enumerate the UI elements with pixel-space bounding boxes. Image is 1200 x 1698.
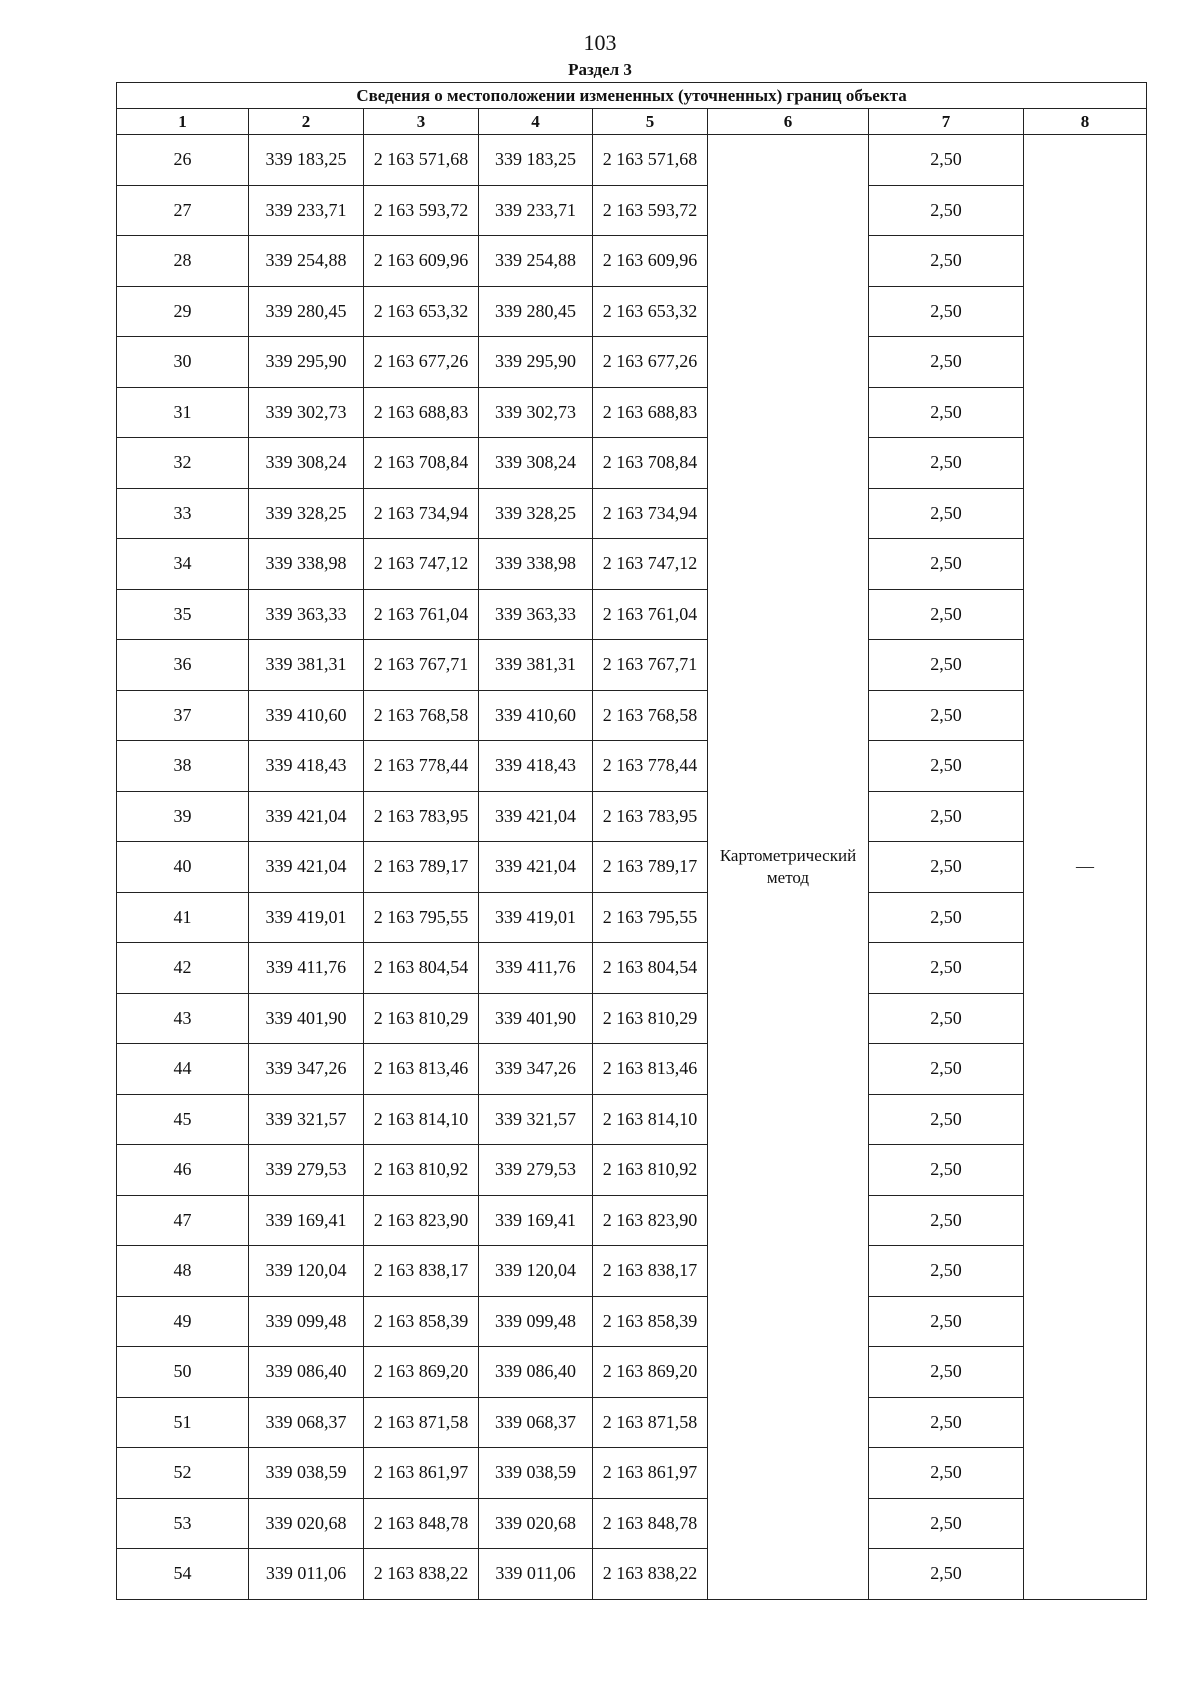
x-existing-cell: 339 363,33: [249, 589, 364, 640]
x-refined-cell: 339 418,43: [479, 741, 593, 792]
y-refined-cell: 2 163 653,32: [593, 286, 708, 337]
column-number: 1: [117, 109, 249, 135]
y-refined-cell: 2 163 789,17: [593, 842, 708, 893]
x-refined-cell: 339 410,60: [479, 690, 593, 741]
table-row: [117, 1246, 1147, 1297]
y-existing-cell: 2 163 761,04: [364, 589, 479, 640]
x-refined-cell: 339 419,01: [479, 892, 593, 943]
y-refined-cell: 2 163 778,44: [593, 741, 708, 792]
x-existing-cell: 339 183,25: [249, 135, 364, 186]
x-refined-cell: 339 401,90: [479, 993, 593, 1044]
table-row: [117, 1044, 1147, 1095]
precision-cell: 2,50: [869, 640, 1024, 691]
table-row: [117, 286, 1147, 337]
y-existing-cell: 2 163 838,22: [364, 1549, 479, 1600]
x-existing-cell: 339 086,40: [249, 1347, 364, 1398]
column-number: 8: [1024, 109, 1147, 135]
y-existing-cell: 2 163 778,44: [364, 741, 479, 792]
y-refined-cell: 2 163 688,83: [593, 387, 708, 438]
precision-cell: 2,50: [869, 1549, 1024, 1600]
point-number-cell: 39: [117, 791, 249, 842]
y-existing-cell: 2 163 688,83: [364, 387, 479, 438]
y-existing-cell: 2 163 810,92: [364, 1145, 479, 1196]
precision-cell: 2,50: [869, 1296, 1024, 1347]
precision-cell: 2,50: [869, 892, 1024, 943]
table-row: [117, 1145, 1147, 1196]
y-existing-cell: 2 163 848,78: [364, 1498, 479, 1549]
table-caption: Сведения о местоположении измененных (уточненных) границ объекта: [117, 83, 1147, 109]
x-refined-cell: 339 254,88: [479, 236, 593, 287]
point-number-cell: 41: [117, 892, 249, 943]
section-title: Раздел 3: [568, 60, 632, 79]
x-existing-cell: 339 280,45: [249, 286, 364, 337]
point-number-cell: 47: [117, 1195, 249, 1246]
y-refined-cell: 2 163 810,92: [593, 1145, 708, 1196]
y-existing-cell: 2 163 814,10: [364, 1094, 479, 1145]
point-number-cell: 48: [117, 1246, 249, 1297]
y-existing-cell: 2 163 708,84: [364, 438, 479, 489]
x-existing-cell: 339 328,25: [249, 488, 364, 539]
y-refined-cell: 2 163 593,72: [593, 185, 708, 236]
point-number-cell: 38: [117, 741, 249, 792]
table-row: [117, 135, 1147, 186]
y-existing-cell: 2 163 783,95: [364, 791, 479, 842]
x-existing-cell: 339 401,90: [249, 993, 364, 1044]
y-refined-cell: 2 163 871,58: [593, 1397, 708, 1448]
x-refined-cell: 339 183,25: [479, 135, 593, 186]
point-number-cell: 49: [117, 1296, 249, 1347]
point-number-cell: 45: [117, 1094, 249, 1145]
y-refined-cell: 2 163 813,46: [593, 1044, 708, 1095]
x-existing-cell: 339 381,31: [249, 640, 364, 691]
method-cell: Картометрический метод: [708, 135, 869, 1600]
table-row: [117, 1397, 1147, 1448]
y-existing-cell: 2 163 653,32: [364, 286, 479, 337]
x-refined-cell: 339 421,04: [479, 842, 593, 893]
x-existing-cell: 339 308,24: [249, 438, 364, 489]
table-row: [117, 741, 1147, 792]
precision-cell: 2,50: [869, 1145, 1024, 1196]
y-existing-cell: 2 163 858,39: [364, 1296, 479, 1347]
x-refined-cell: 339 120,04: [479, 1246, 593, 1297]
precision-cell: 2,50: [869, 135, 1024, 186]
x-refined-cell: 339 099,48: [479, 1296, 593, 1347]
x-existing-cell: 339 421,04: [249, 791, 364, 842]
table-row: [117, 943, 1147, 994]
x-refined-cell: 339 363,33: [479, 589, 593, 640]
table-row: [117, 791, 1147, 842]
point-number-cell: 46: [117, 1145, 249, 1196]
x-existing-cell: 339 233,71: [249, 185, 364, 236]
x-existing-cell: 339 419,01: [249, 892, 364, 943]
y-refined-cell: 2 163 838,17: [593, 1246, 708, 1297]
point-number-cell: 31: [117, 387, 249, 438]
point-number-cell: 36: [117, 640, 249, 691]
x-refined-cell: 339 302,73: [479, 387, 593, 438]
precision-cell: 2,50: [869, 438, 1024, 489]
y-existing-cell: 2 163 838,17: [364, 1246, 479, 1297]
x-refined-cell: 339 338,98: [479, 539, 593, 590]
precision-cell: 2,50: [869, 1498, 1024, 1549]
x-refined-cell: 339 328,25: [479, 488, 593, 539]
y-existing-cell: 2 163 747,12: [364, 539, 479, 590]
y-refined-cell: 2 163 734,94: [593, 488, 708, 539]
y-refined-cell: 2 163 848,78: [593, 1498, 708, 1549]
precision-cell: 2,50: [869, 236, 1024, 287]
y-refined-cell: 2 163 783,95: [593, 791, 708, 842]
column-number: 5: [593, 109, 708, 135]
column-number: 7: [869, 109, 1024, 135]
precision-cell: 2,50: [869, 690, 1024, 741]
y-refined-cell: 2 163 609,96: [593, 236, 708, 287]
table-row: [117, 337, 1147, 388]
y-refined-cell: 2 163 708,84: [593, 438, 708, 489]
precision-cell: 2,50: [869, 1397, 1024, 1448]
y-existing-cell: 2 163 871,58: [364, 1397, 479, 1448]
y-existing-cell: 2 163 810,29: [364, 993, 479, 1044]
point-number-cell: 44: [117, 1044, 249, 1095]
table-row: [117, 488, 1147, 539]
table-row: [117, 1549, 1147, 1600]
x-existing-cell: 339 020,68: [249, 1498, 364, 1549]
y-refined-cell: 2 163 768,58: [593, 690, 708, 741]
y-existing-cell: 2 163 609,96: [364, 236, 479, 287]
y-refined-cell: 2 163 858,39: [593, 1296, 708, 1347]
column-number-row: [117, 109, 1147, 135]
x-refined-cell: 339 038,59: [479, 1448, 593, 1499]
table-row: [117, 1448, 1147, 1499]
x-existing-cell: 339 099,48: [249, 1296, 364, 1347]
column-8-cell: —: [1024, 135, 1147, 1600]
precision-cell: 2,50: [869, 791, 1024, 842]
point-number-cell: 28: [117, 236, 249, 287]
boundary-coordinates-table: [116, 82, 1147, 1600]
precision-cell: 2,50: [869, 1044, 1024, 1095]
table-row: [117, 589, 1147, 640]
precision-cell: 2,50: [869, 488, 1024, 539]
precision-cell: 2,50: [869, 1347, 1024, 1398]
point-number-cell: 34: [117, 539, 249, 590]
x-existing-cell: 339 279,53: [249, 1145, 364, 1196]
column-number: 3: [364, 109, 479, 135]
precision-cell: 2,50: [869, 1094, 1024, 1145]
page-number: 103: [583, 30, 617, 55]
y-refined-cell: 2 163 795,55: [593, 892, 708, 943]
column-number: 6: [708, 109, 869, 135]
table-row: [117, 438, 1147, 489]
point-number-cell: 53: [117, 1498, 249, 1549]
y-refined-cell: 2 163 804,54: [593, 943, 708, 994]
x-refined-cell: 339 321,57: [479, 1094, 593, 1145]
point-number-cell: 33: [117, 488, 249, 539]
x-existing-cell: 339 011,06: [249, 1549, 364, 1600]
precision-cell: 2,50: [869, 1195, 1024, 1246]
x-existing-cell: 339 068,37: [249, 1397, 364, 1448]
y-existing-cell: 2 163 593,72: [364, 185, 479, 236]
x-refined-cell: 339 011,06: [479, 1549, 593, 1600]
y-existing-cell: 2 163 804,54: [364, 943, 479, 994]
x-existing-cell: 339 321,57: [249, 1094, 364, 1145]
y-existing-cell: 2 163 869,20: [364, 1347, 479, 1398]
point-number-cell: 35: [117, 589, 249, 640]
point-number-cell: 40: [117, 842, 249, 893]
point-number-cell: 52: [117, 1448, 249, 1499]
y-refined-cell: 2 163 767,71: [593, 640, 708, 691]
table-row: [117, 185, 1147, 236]
x-existing-cell: 339 038,59: [249, 1448, 364, 1499]
point-number-cell: 26: [117, 135, 249, 186]
y-refined-cell: 2 163 677,26: [593, 337, 708, 388]
point-number-cell: 27: [117, 185, 249, 236]
y-refined-cell: 2 163 747,12: [593, 539, 708, 590]
x-existing-cell: 339 410,60: [249, 690, 364, 741]
x-refined-cell: 339 020,68: [479, 1498, 593, 1549]
precision-cell: 2,50: [869, 741, 1024, 792]
y-existing-cell: 2 163 734,94: [364, 488, 479, 539]
y-existing-cell: 2 163 789,17: [364, 842, 479, 893]
table-row: [117, 1347, 1147, 1398]
point-number-cell: 29: [117, 286, 249, 337]
x-refined-cell: 339 280,45: [479, 286, 593, 337]
y-existing-cell: 2 163 823,90: [364, 1195, 479, 1246]
x-refined-cell: 339 347,26: [479, 1044, 593, 1095]
precision-cell: 2,50: [869, 943, 1024, 994]
y-refined-cell: 2 163 761,04: [593, 589, 708, 640]
x-refined-cell: 339 308,24: [479, 438, 593, 489]
y-refined-cell: 2 163 810,29: [593, 993, 708, 1044]
x-existing-cell: 339 338,98: [249, 539, 364, 590]
y-refined-cell: 2 163 869,20: [593, 1347, 708, 1398]
column-number: 2: [249, 109, 364, 135]
x-existing-cell: 339 295,90: [249, 337, 364, 388]
table-row: [117, 640, 1147, 691]
y-existing-cell: 2 163 861,97: [364, 1448, 479, 1499]
y-existing-cell: 2 163 813,46: [364, 1044, 479, 1095]
precision-cell: 2,50: [869, 539, 1024, 590]
y-refined-cell: 2 163 823,90: [593, 1195, 708, 1246]
x-refined-cell: 339 295,90: [479, 337, 593, 388]
x-refined-cell: 339 068,37: [479, 1397, 593, 1448]
y-existing-cell: 2 163 795,55: [364, 892, 479, 943]
table-row: [117, 892, 1147, 943]
y-refined-cell: 2 163 571,68: [593, 135, 708, 186]
precision-cell: 2,50: [869, 185, 1024, 236]
precision-cell: 2,50: [869, 387, 1024, 438]
table-row: [117, 842, 1147, 893]
precision-cell: 2,50: [869, 1448, 1024, 1499]
y-refined-cell: 2 163 861,97: [593, 1448, 708, 1499]
x-refined-cell: 339 381,31: [479, 640, 593, 691]
table-row: [117, 539, 1147, 590]
column-number: 4: [479, 109, 593, 135]
table-row: [117, 1195, 1147, 1246]
point-number-cell: 42: [117, 943, 249, 994]
x-existing-cell: 339 347,26: [249, 1044, 364, 1095]
x-existing-cell: 339 421,04: [249, 842, 364, 893]
point-number-cell: 51: [117, 1397, 249, 1448]
precision-cell: 2,50: [869, 993, 1024, 1044]
precision-cell: 2,50: [869, 589, 1024, 640]
table-row: [117, 236, 1147, 287]
point-number-cell: 43: [117, 993, 249, 1044]
x-existing-cell: 339 418,43: [249, 741, 364, 792]
y-existing-cell: 2 163 768,58: [364, 690, 479, 741]
table-body: [117, 135, 1147, 1600]
y-existing-cell: 2 163 571,68: [364, 135, 479, 186]
x-existing-cell: 339 169,41: [249, 1195, 364, 1246]
point-number-cell: 30: [117, 337, 249, 388]
x-existing-cell: 339 302,73: [249, 387, 364, 438]
x-refined-cell: 339 279,53: [479, 1145, 593, 1196]
point-number-cell: 32: [117, 438, 249, 489]
point-number-cell: 54: [117, 1549, 249, 1600]
precision-cell: 2,50: [869, 1246, 1024, 1297]
x-existing-cell: 339 254,88: [249, 236, 364, 287]
x-existing-cell: 339 411,76: [249, 943, 364, 994]
x-refined-cell: 339 233,71: [479, 185, 593, 236]
table-row: [117, 1498, 1147, 1549]
x-refined-cell: 339 169,41: [479, 1195, 593, 1246]
x-refined-cell: 339 411,76: [479, 943, 593, 994]
point-number-cell: 50: [117, 1347, 249, 1398]
precision-cell: 2,50: [869, 337, 1024, 388]
y-existing-cell: 2 163 677,26: [364, 337, 479, 388]
table-row: [117, 387, 1147, 438]
table-row: [117, 690, 1147, 741]
table-row: [117, 1296, 1147, 1347]
y-refined-cell: 2 163 814,10: [593, 1094, 708, 1145]
precision-cell: 2,50: [869, 286, 1024, 337]
table-row: [117, 993, 1147, 1044]
precision-cell: 2,50: [869, 842, 1024, 893]
y-refined-cell: 2 163 838,22: [593, 1549, 708, 1600]
x-existing-cell: 339 120,04: [249, 1246, 364, 1297]
y-existing-cell: 2 163 767,71: [364, 640, 479, 691]
x-refined-cell: 339 421,04: [479, 791, 593, 842]
table-row: [117, 1094, 1147, 1145]
x-refined-cell: 339 086,40: [479, 1347, 593, 1398]
point-number-cell: 37: [117, 690, 249, 741]
